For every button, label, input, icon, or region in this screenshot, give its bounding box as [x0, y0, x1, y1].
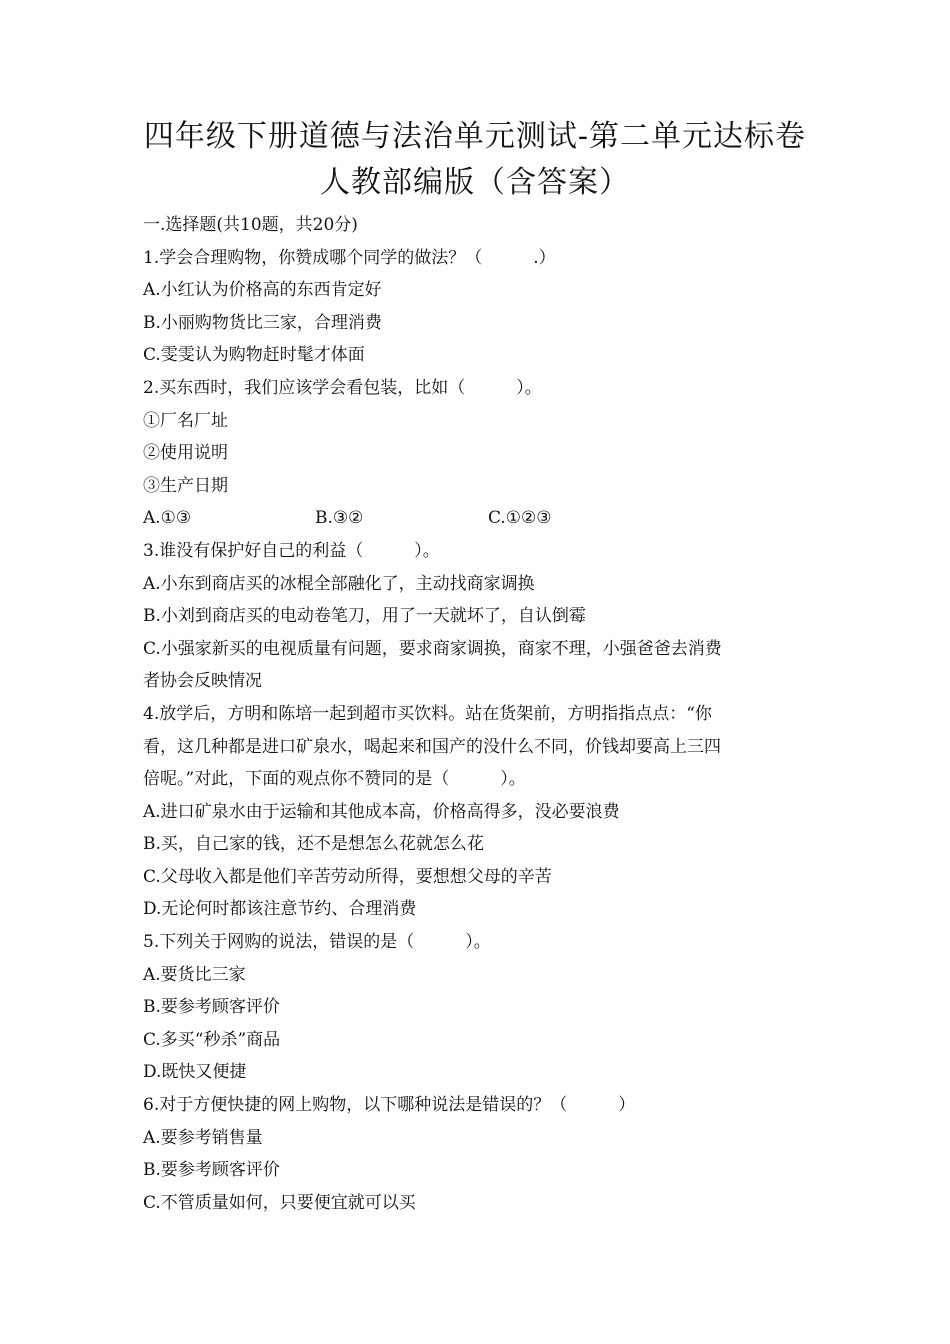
question-1: 1.学会合理购物，你赞成哪个同学的做法？（ .） — [143, 247, 556, 268]
question-2: 2.买东西时，我们应该学会看包装，比如（ ）。 — [143, 377, 542, 398]
question-4: 4.放学后，方明和陈培一起到超市买饮料。站在货架前，方明指指点点：“你 — [143, 703, 712, 724]
document-title-line-2: 人教部编版（含答案） — [320, 165, 630, 200]
q4-option-a: A.进口矿泉水由于运输和其他成本高，价格高得多，没必要浪费 — [143, 801, 620, 822]
q4-option-d: D.无论何时都该注意节约、合理消费 — [143, 899, 417, 920]
q3-option-b: B.小刘到商店买的电动卷笔刀，用了一天就坏了，自认倒霉 — [143, 606, 586, 627]
q1-option-a: A.小红认为价格高的东西肯定好 — [143, 280, 382, 301]
q3-option-a: A.小东到商店买的冰棍全部融化了，主动找商家调换 — [143, 573, 535, 594]
q2-item-3: ③生产日期 — [143, 475, 228, 496]
q5-option-a: A.要货比三家 — [143, 964, 246, 985]
q6-option-b: B.要参考顾客评价 — [143, 1160, 280, 1181]
q2-option-c: C.①②③ — [488, 508, 552, 529]
q6-option-a: A.要参考销售量 — [143, 1127, 263, 1148]
q6-option-c: C.不管质量如何，只要便宜就可以买 — [143, 1192, 416, 1213]
q2-option-a: A.①③ — [143, 508, 192, 529]
q2-option-b: B.③② — [315, 508, 364, 529]
question-3: 3.谁没有保护好自己的利益（ ）。 — [143, 540, 440, 561]
question-6: 6.对于方便快捷的网上购物，以下哪种说法是错误的？（ ） — [143, 1095, 636, 1116]
q4-option-b: B.买，自己家的钱，还不是想怎么花就怎么花 — [143, 834, 484, 855]
question-4-continued-2: 倍呢。”对此，下面的观点你不赞同的是（ ）。 — [143, 769, 526, 790]
q3-option-c-continued: 者协会反映情况 — [143, 671, 262, 692]
q5-option-d: D.既快又便捷 — [143, 1062, 247, 1083]
q5-option-b: B.要参考顾客评价 — [143, 997, 280, 1018]
q5-option-c: C.多买“秒杀”商品 — [143, 1029, 281, 1050]
q3-option-c: C.小强家新买的电视质量有问题，要求商家调换，商家不理，小强爸爸去消费 — [143, 638, 722, 659]
q4-option-c: C.父母收入都是他们辛苦劳动所得，要想想父母的辛苦 — [143, 866, 552, 887]
question-5: 5.下列关于网购的说法，错误的是（ ）。 — [143, 932, 491, 953]
question-4-continued-1: 看，这几种都是进口矿泉水，喝起来和国产的没什么不同，价钱却要高上三四 — [143, 736, 721, 757]
q1-option-b: B.小丽购物货比三家，合理消费 — [143, 312, 382, 333]
section-header: 一.选择题(共10题，共20分) — [143, 215, 358, 235]
q2-item-1: ①厂名厂址 — [143, 410, 228, 431]
q2-item-2: ②使用说明 — [143, 443, 228, 464]
document-title-line-1: 四年级下册道德与法治单元测试-第二单元达标卷 — [143, 119, 807, 154]
q2-options-row — [143, 502, 803, 535]
document-body — [143, 209, 803, 1219]
q1-option-c: C.雯雯认为购物赶时髦才体面 — [143, 345, 365, 366]
